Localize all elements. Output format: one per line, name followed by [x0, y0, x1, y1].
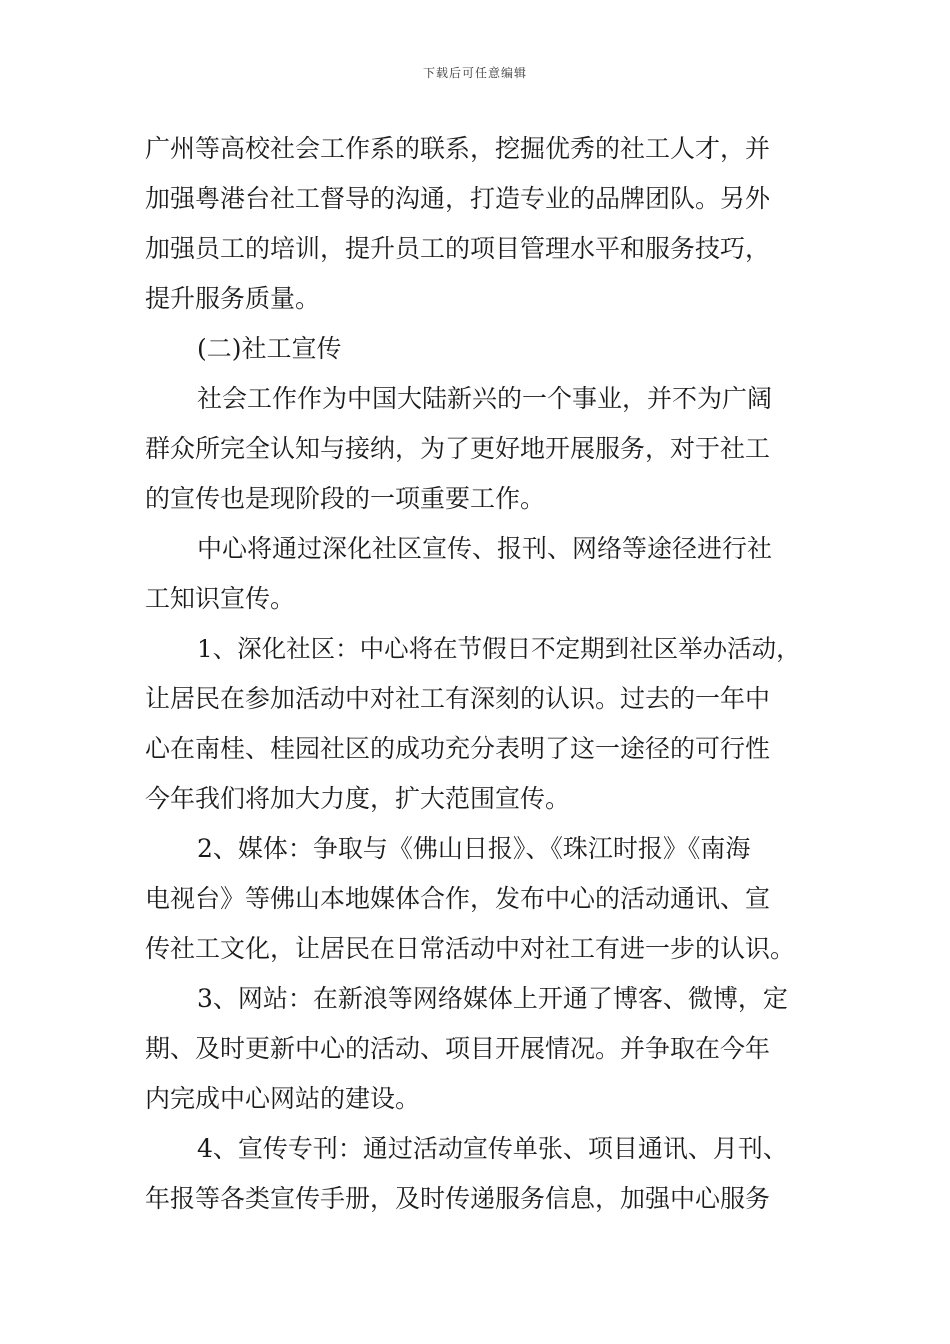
- text-line: 让居民在参加活动中对社工有深刻的认识。过去的一年中: [145, 684, 771, 713]
- text-line: 心在南桂、桂园社区的成功充分表明了这一途径的可行性: [145, 734, 771, 763]
- text-line: 广州等高校社会工作系的联系，挖掘优秀的社工人才，并: [145, 134, 771, 163]
- text-line: 今年我们将加大力度，扩大范围宣传。: [145, 784, 571, 813]
- text-line: 社会工作作为中国大陆新兴的一个事业，并不为广阔: [197, 384, 773, 413]
- section-heading: (二)社工宣传: [197, 334, 342, 363]
- text-line: 年报等各类宣传手册，及时传递服务信息，加强中心服务: [145, 1184, 771, 1213]
- text-line: 提升服务质量。: [145, 284, 321, 313]
- list-item-line: 1、深化社区：中心将在节假日不定期到社区举办活动，: [197, 634, 801, 663]
- list-item-line: 3、网站：在新浪等网络媒体上开通了博客、微博，定: [197, 984, 788, 1013]
- text-line: 加强员工的培训，提升员工的项目管理水平和服务技巧，: [145, 234, 771, 263]
- text-line: 工知识宣传。: [145, 584, 296, 613]
- document-body: [145, 124, 810, 1224]
- text-line: 传社工文化，让居民在日常活动中对社工有进一步的认识。: [145, 934, 796, 963]
- list-item-line: 2、媒体：争取与《佛山日报》、《珠江时报》《南海: [197, 834, 751, 863]
- text-line: 加强粤港台社工督导的沟通，打造专业的品牌团队。另外: [145, 184, 771, 213]
- text-line: 期、及时更新中心的活动、项目开展情况。并争取在今年: [145, 1034, 771, 1063]
- text-line: 的宣传也是现阶段的一项重要工作。: [145, 484, 546, 513]
- text-line: 电视台》等佛山本地媒体合作，发布中心的活动通讯、宣: [145, 884, 771, 913]
- list-item-line: 4、宣传专刊：通过活动宣传单张、项目通讯、月刊、: [197, 1134, 788, 1163]
- text-line: 中心将通过深化社区宣传、报刊、网络等途径进行社: [197, 534, 773, 563]
- text-line: 群众所完全认知与接纳，为了更好地开展服务，对于社工: [145, 434, 771, 463]
- text-line: 内完成中心网站的建设。: [145, 1084, 421, 1113]
- page-header: 下载后可任意编辑: [422, 66, 527, 80]
